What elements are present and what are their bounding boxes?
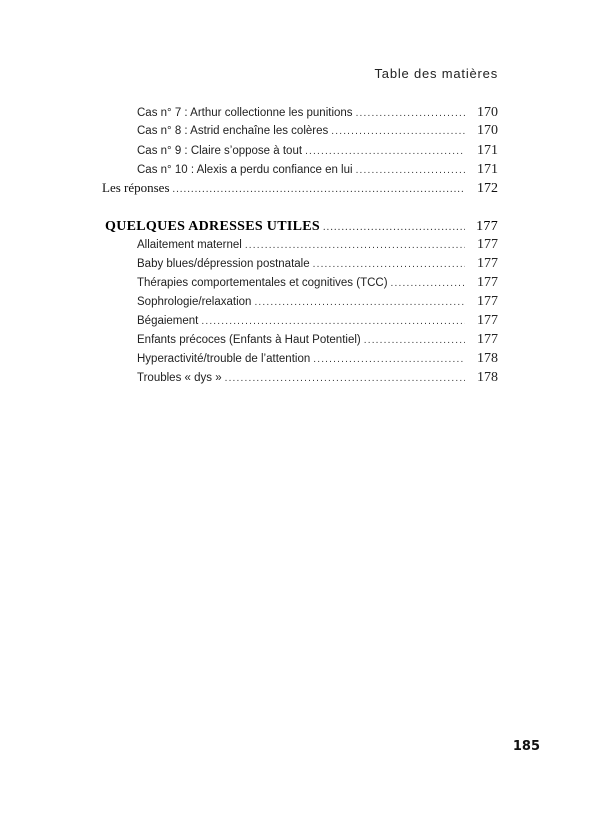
toc-entry-title: Allaitement maternel [137, 239, 242, 251]
toc-entry-title: Baby blues/dépression postnatale [137, 258, 310, 270]
toc-entry-page: 171 [477, 143, 498, 158]
toc-entry-title: Troubles « dys » [137, 372, 222, 384]
toc-entry-page: 172 [477, 181, 498, 196]
dot-leader [364, 335, 465, 346]
dot-leader [245, 240, 465, 251]
toc-entry [137, 237, 498, 256]
toc-entry-page: 178 [477, 370, 498, 385]
toc-entry [137, 275, 498, 294]
toc-entry [137, 351, 498, 370]
toc-entry-page: 177 [476, 219, 498, 234]
toc-entry-page: 177 [477, 332, 498, 347]
dot-leader [254, 297, 465, 308]
toc-entry-title: Cas n° 8 : Astrid enchaîne les colères [137, 125, 329, 137]
toc-section [105, 219, 498, 238]
toc-entry [137, 123, 498, 142]
toc-entry-page: 178 [477, 351, 498, 366]
dot-leader [173, 184, 465, 195]
dot-leader [356, 108, 465, 119]
toc-entry-title: Hyperactivité/trouble de l’attention [137, 353, 311, 365]
toc-entry-page: 170 [477, 123, 498, 138]
toc-entry [137, 105, 498, 124]
toc-entry-title: Enfants précoces (Enfants à Haut Potentiel) [137, 334, 361, 346]
running-header: Table des matières [374, 66, 498, 81]
dot-leader [391, 278, 465, 289]
dot-leader [201, 316, 465, 327]
toc-entry-title: Cas n° 10 : Alexis a perdu confiance en lui [137, 164, 353, 176]
toc-entry [137, 332, 498, 351]
dot-leader [356, 165, 465, 176]
dot-leader [313, 259, 465, 270]
toc-entry-page: 177 [477, 275, 498, 290]
toc-entry-page: 177 [477, 313, 498, 328]
toc-entry-title: Cas n° 7 : Arthur collectionne les punitions [137, 107, 353, 119]
toc-entry-page: 177 [477, 256, 498, 271]
toc-entry [102, 180, 498, 199]
dot-leader [331, 126, 465, 137]
toc-section-title: QUELQUES ADRESSES UTILES [105, 219, 320, 234]
toc-entry-title: Bégaiement [137, 315, 199, 327]
dot-leader [323, 222, 465, 233]
toc-entry [137, 256, 498, 275]
toc-entry-title: Thérapies comportementales et cognitives (TCC) [137, 277, 388, 289]
toc-entry-title: Les réponses [102, 180, 170, 195]
toc-entry-page: 170 [477, 105, 498, 120]
toc-entry [137, 162, 498, 181]
toc-entry-title: Sophrologie/relaxation [137, 296, 252, 308]
toc-entry [137, 370, 498, 389]
toc-entry [137, 313, 498, 332]
dot-leader [225, 373, 465, 384]
toc-entry-page: 171 [477, 162, 498, 177]
toc-entry [137, 294, 498, 313]
toc-entry-title: Cas n° 9 : Claire s’oppose à tout [137, 145, 303, 157]
toc-entry-page: 177 [477, 237, 498, 252]
dot-leader [313, 354, 465, 365]
page-number: 185 [512, 739, 540, 754]
toc-entry [137, 143, 498, 162]
toc-entry-page: 177 [477, 294, 498, 309]
dot-leader [305, 146, 465, 157]
